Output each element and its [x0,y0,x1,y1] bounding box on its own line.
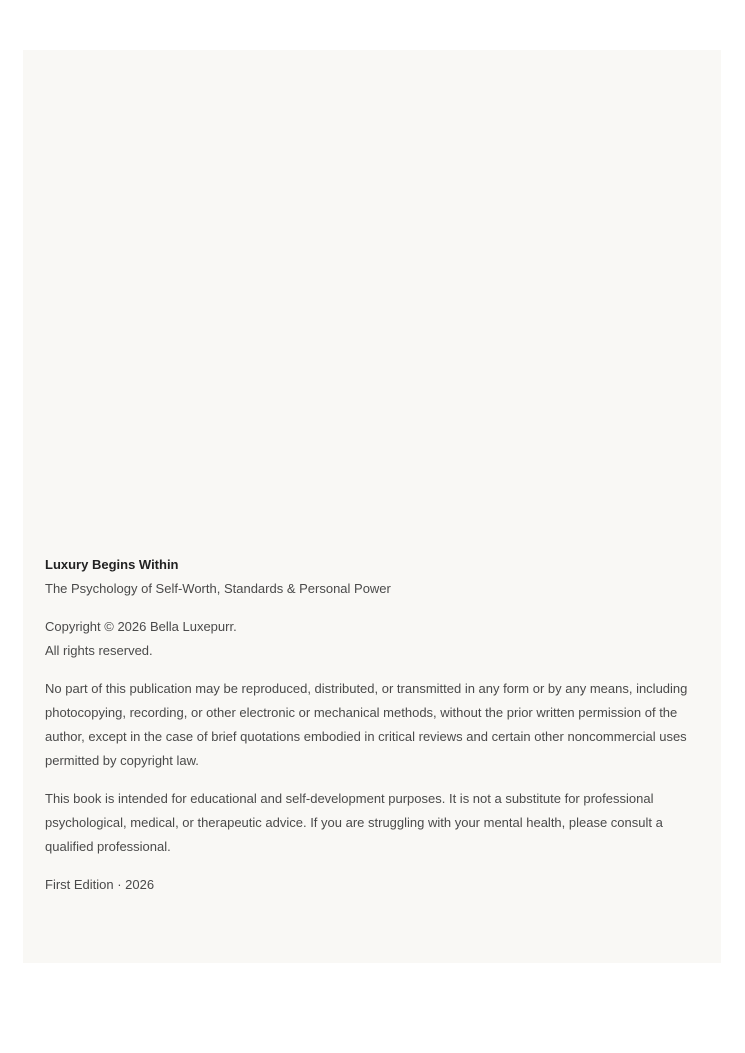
book-subtitle: The Psychology of Self-Worth, Standards & Personal Power [45,581,391,596]
book-title: Luxury Begins Within [45,557,179,572]
copyright-page [23,50,721,963]
edition-line: First Edition · 2026 [45,877,155,892]
rights-notice-paragraph: No part of this publication may be reproduced, distributed, or transmitted in any form or by any means, including photocopying, recording, or other electronic or mechanical methods, without the prior written permission of the author, except in the case of brief quotations embodied in critical reviews and certain other noncommercial uses permitted by copyright law. [45,681,688,768]
copyright-line: Copyright © 2026 Bella Luxepurr. [45,619,237,634]
rights-reserved-line: All rights reserved. [45,643,153,658]
copyright-notice [45,615,701,663]
disclaimer-paragraph: This book is intended for educational and self-development purposes. It is not a substitute for professional psychological, medical, or therapeutic advice. If you are struggling with your mental health, please consult a qualified professional. [45,791,663,854]
copyright-content [45,553,701,897]
